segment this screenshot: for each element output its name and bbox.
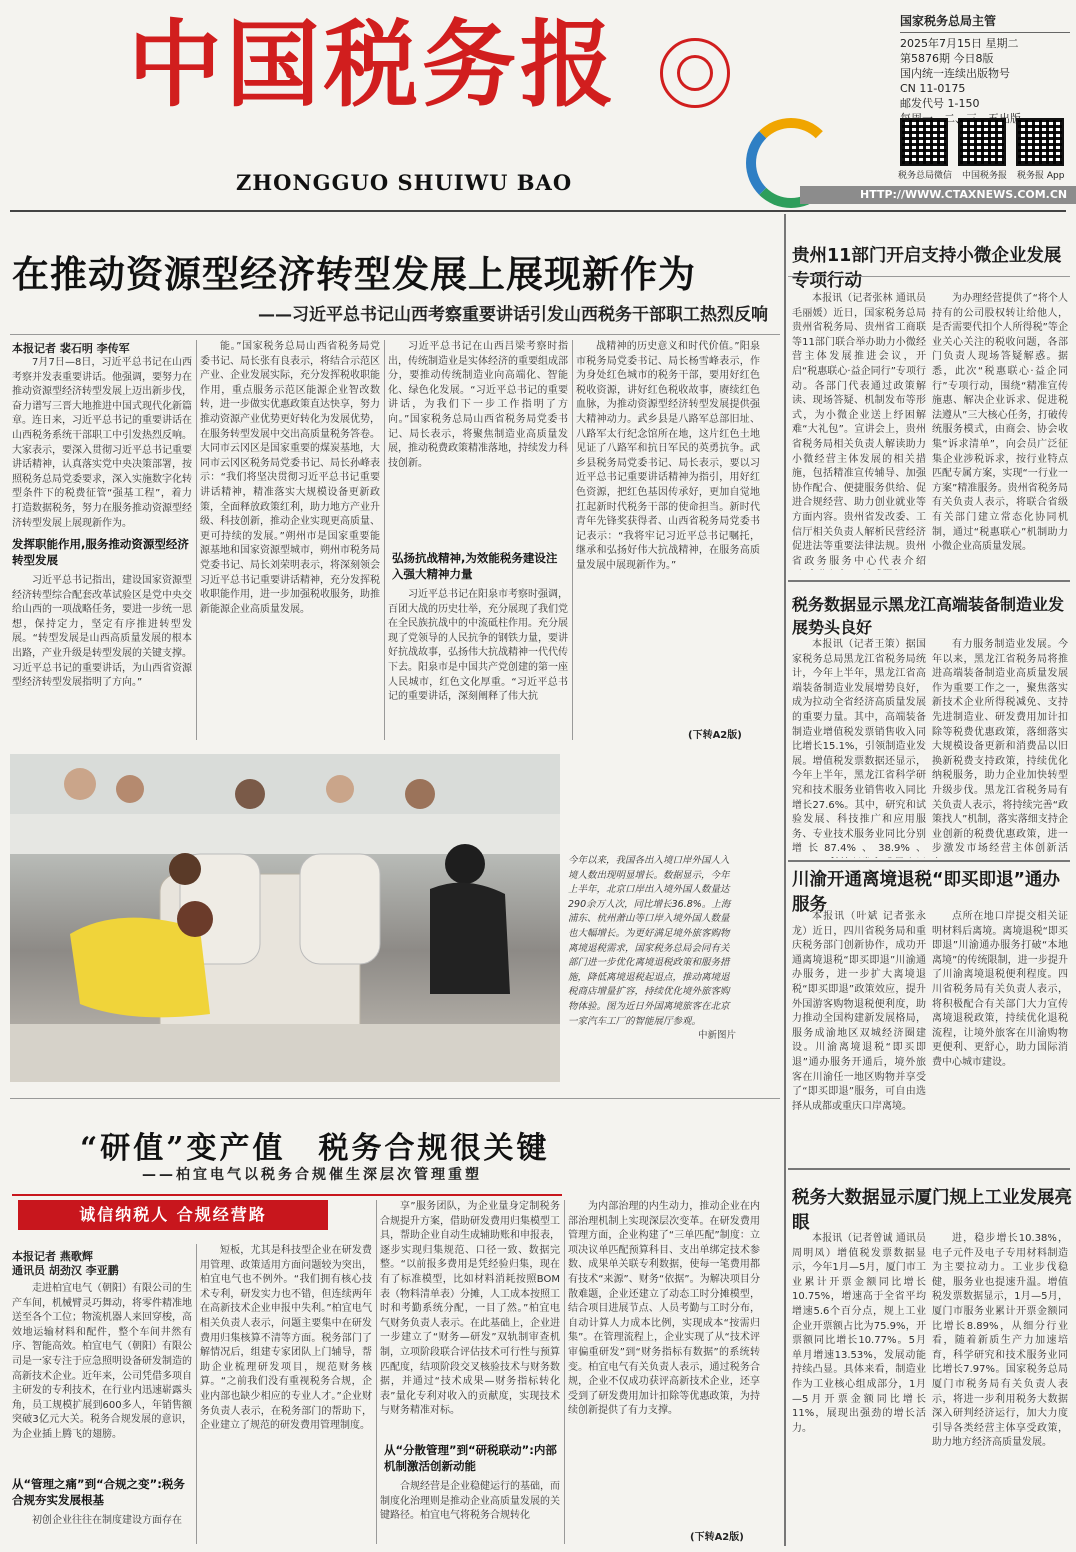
photo-credit: 中新图片 bbox=[697, 1030, 736, 1042]
column-rule bbox=[384, 340, 385, 740]
sidebar-4-column-1 bbox=[792, 1232, 926, 1544]
column-rule bbox=[564, 1200, 565, 1544]
column-rule bbox=[572, 340, 573, 740]
paragraph: 进，稳步增长10.38%，电子元件及电子专用材料制造为主要拉动力。工业步伐稳健，服务业也提速升温。增值税发票数据显示，1月—5月，厦门市服务业累计开票金额同比增长8.89%，从细分行业看，随着新质生产力加速培育，科学研究和技术服务业同比增长7.97%。国家税务总局厦门市税务局有关负责人表示，将进一步利用税务大数据深入研判经济运行，加大力度引导各类经营主体享受政策，助力地方经济高质量发展。 bbox=[932, 1233, 1068, 1449]
qr-label: 中国税务报 bbox=[962, 171, 1008, 181]
divider bbox=[10, 1098, 780, 1099]
divider bbox=[788, 860, 1070, 862]
sidebar-headline-3: 川渝开通离境退税“即买即退”通办服务 bbox=[792, 870, 1061, 915]
second-column-3b bbox=[380, 1480, 560, 1544]
header-divider bbox=[10, 210, 1066, 212]
website-url[interactable]: HTTP://WWW.CTAXNEWS.COM.CN bbox=[800, 186, 1076, 204]
lead-byline: 本报记者 裴石明 李传军 bbox=[12, 342, 130, 355]
lead-subhead-2: 弘扬抗战精神,为效能税务建设注入强大精神力量 bbox=[392, 551, 558, 581]
paragraph: 合规经营是企业稳健运行的基础，而制度化治理则是推动企业高质量发展的关键路径。柏宜电气将税务合规转化 bbox=[380, 1481, 560, 1522]
second-headline: “研值”变产值 税务合规很关键 bbox=[80, 1131, 550, 1166]
qr-code-icon[interactable] bbox=[958, 118, 1006, 166]
divider bbox=[788, 1168, 1070, 1170]
paragraph: 能。”国家税务总局山西省税务局党委书记、局长张有良表示，将结合示范区产业、企业发展实际，充分发挥税收职能作用，重点服务示范区能源企业智改数转，进一步做实优惠政策直达快享，努力推动资源产业优势更好转化为发展优势，在服务转型发展中交出高质量税务答卷。大同市云冈区是国家重要的煤炭基地，大同市云冈区税务局党委书记、局长孙峰表示：“我们将坚决贯彻习近平总书记重要讲话精神，精准落实大规模设备更新政策，全面释放政策红利，助力地方产业升级、科技创新，推动企业实现更高质量、更可持续的发展。”朔州市是国家重要能源基地和国家资源型城市，朔州市税务局党委书记、局长刘荣明表示，将深刻领会习近平总书记重要讲话精神，充分发挥税收职能作用，进一步加强税收服务，助推新能源企业高质量发展。 bbox=[200, 341, 380, 615]
divider bbox=[788, 276, 1070, 277]
sidebar-4-column-2 bbox=[932, 1232, 1068, 1544]
paragraph: 习近平总书记在山西吕梁考察时指出，传统制造业是实体经济的重要组成部分，要推动传统制造业向高端化、智能化、绿色化发展。“习近平总书记的重要讲话，为我们下一步工作指明了方向。”国家税务总局山西省税务局党委书记、局长表示，将聚焦制造业高质量发展，推动税费政策精准落地，持续发力科技创新。 bbox=[388, 341, 568, 469]
second-subhead-2: 从“分散管理”到“研税联动”:内部机制激活创新动能 bbox=[384, 1443, 557, 1473]
lead-column-4 bbox=[576, 340, 760, 724]
qr-code-row bbox=[900, 118, 1064, 166]
second-column-3 bbox=[380, 1200, 560, 1436]
lead-column-1 bbox=[12, 356, 192, 532]
lead-subheadline: ——习近平总书记山西考察重要讲话引发山西税务干部职工热烈反响 bbox=[258, 305, 768, 325]
column-rule bbox=[196, 1244, 197, 1544]
divider bbox=[10, 334, 780, 335]
photo-caption bbox=[568, 854, 736, 1044]
second-byline-2: 通讯员 胡劲汉 李亚鹏 bbox=[12, 1264, 119, 1277]
lead-continued[interactable]: (下转A2版) bbox=[688, 730, 742, 741]
lead-column-2 bbox=[200, 340, 380, 740]
newspaper-emblem-icon bbox=[660, 38, 730, 108]
red-rule bbox=[12, 1194, 562, 1196]
serial-number: CN 11-0175 bbox=[900, 82, 966, 95]
second-column-1 bbox=[12, 1282, 192, 1474]
lead-headline: 在推动资源型经济转型发展上展现新作为 bbox=[12, 253, 696, 296]
caption-text: 今年以来，我国各出入境口岸外国人入境人数出现明显增长。数据显示，今年上半年，北京口岸出入境外国人数量达290余万人次，同比增长36.8%。上海浦东、杭州萧山等口岸入境外国人数量也大幅增长。为更好满足境外旅客购物离境退税需求，国家税务总局会同有关部门进一步优化离境退税政策和服务措施，降低离境退税起退点，推动离境退税商店增量扩容，持续优化境外旅客购物体验。图为近日外国离境旅客在北京一家汽车工厂的智能展厅参观。 bbox=[568, 855, 731, 1027]
postal-code: 邮发代号 1-150 bbox=[900, 97, 980, 110]
second-subheadline: ——柏宜电气以税务合规催生深层次管理重塑 bbox=[142, 1167, 482, 1183]
sidebar-3-column-2 bbox=[932, 910, 1068, 1154]
photo-illustration bbox=[10, 754, 560, 1082]
issue-number: 第5876期 今日8版 bbox=[900, 52, 994, 65]
sidebar-2-column-1 bbox=[792, 638, 926, 858]
sidebar-headline-2: 税务数据显示黑龙江高端装备制造业发展势头良好 bbox=[792, 595, 1065, 637]
paragraph: 本报讯（记者王策）据国家税务总局黑龙江省税务局统计，今年上半年，黑龙江省高端装备制造业发展增势良好，成为拉动全省经济高质量发展的重要力量。其中，高端装备制造业增值税发票销售收入同比增长15.1%，引领制造业发展。增值税发票数据还显示，今年上半年，黑龙江省科学研究和技术服务业销售收入同比增长27.6%。其中，研究和试验发展、科技推广和应用服务、专业技术服务业同比分别增长87.4%、38.9%、 bbox=[792, 639, 926, 855]
issue-info bbox=[900, 14, 1070, 126]
paragraph: 本报讯（叶斌 记者张永龙）近日，四川省税务局和重庆税务部门创新协作，成功开通离境退税“即买即退”川渝通办服务，进一步扩大离境退税“即买即退”政策效应，提升外国游客购物退税便利度，助力推动全国构建新发展格局，服务成渝地区双城经济圈建设。川渝离境退税“即买即退”通办服务开通后，境外旅客在川渝任一地区购物并享受了“即买即退”服务，可自由选择从成都或重庆口岸离境。 bbox=[792, 911, 926, 1112]
second-subhead-1: 从“管理之痛”到“合规之变”:税务合规夯实发展根基 bbox=[12, 1477, 185, 1507]
paragraph: 为内部治理的内生动力，推动企业在内部治理机制上实现深层次变革。在研发费用管理方面，企业构建了“三单匹配”制度：立项决议单匹配预算科目、支出单绑定技术参数、成果单关联专利数据，使每一笔费用都有技术“来源”、财务“依据”。为解决项目分散难题，企业还建立了动态工时分摊模型，结合项目进展节点、人员考勤与工时分布，自动计算人力成本比例，实现成本“按需归集”。在管理流程上，企业实现了从“技术评审偏重研发”到“财务指标有数据”的系统转变。柏宜电气有关负责人表示，通过税务合规，企业不仅成功获评高新技术企业，还享受到了研发费用加计扣除等优惠政策，为持续创新提供了有力支撑。 bbox=[568, 1201, 760, 1417]
qr-labels bbox=[898, 168, 1064, 181]
second-byline-1: 本报记者 燕歌辉 bbox=[12, 1250, 93, 1263]
sidebar-headline-1: 贵州11部门开启支持小微企业发展专项行动 bbox=[792, 246, 1062, 291]
paragraph: 短板，尤其是科技型企业在研发费用管理、政策适用方面问题较为突出，柏宜电气也不例外。“我们拥有核心技术专利，研发实力也不错，但连续两年在高新技术企业申报中失利。”柏宜电气相关负责人表示，问题主要集中在研发费用归集核算不清等方面。税务部门了解情况后，组建专家团队上门辅导，帮助企业梳理研发项目，规范财务核算。“之前我们没有重视税务合规，企业内部也缺少相应的专业人才。”企业财务负责人表示，在税务部门的帮助下，企业建立了规范的研发费用管理制度。 bbox=[200, 1245, 372, 1432]
serial-label: 国内统一连续出版物号 bbox=[900, 67, 1010, 80]
sidebar-1-column-1 bbox=[792, 292, 926, 570]
paragraph: 为办理经营提供了“将个人持有的公司股权转让给他人，是否需要代扣个人所得税”等企业关心关注的税收问题，各部门负责人现场答疑解惑。据悉，此次“税惠联心·益企同行”专项行动，围绕“精准宣传施惠、解决企业诉求、促进税法遵从”三大核心任务，打破传统服务模式，由商会、协会收集“诉求清单”，向会员广泛征集企业涉税诉求，按行业特点匹配专属方案，实现“一行业一方案”精准服务。贵州省税务局有关负责人表示，将联合省级有关部门建立常态化协同机制，通过“税惠联心”机制助力小微企业高质量发展。 bbox=[932, 293, 1068, 553]
column-rule bbox=[196, 340, 197, 740]
masthead-title: 中国税务报 bbox=[128, 10, 619, 120]
sidebar-3-column-1 bbox=[792, 910, 926, 1154]
sidebar-rule bbox=[784, 214, 786, 1546]
paragraph: 7月7日—8日，习近平总书记在山西考察并发表重要讲话。他强调，要努力在推动资源型经济转型发展上迈出新步伐，奋力谱写三晋大地推进中国式现代化新篇章。连日来，习近平总书记的重要讲话在山西税务系统干部职工中引发热烈反响。大家表示，要深入贯彻习近平总书记重要讲话精神，认真落实党中央决策部署，按照税务总局党委要求，深入实施数字化转型条件下的税费征管“强基工程”，着力打造数据税务，努力在服务推动资源型经济转型发展上展现新作为。 bbox=[12, 357, 192, 529]
paragraph: 初创企业往往在制度建设方面存在 bbox=[32, 1515, 182, 1526]
second-continued[interactable]: (下转A2版) bbox=[690, 1532, 744, 1543]
sidebar-1-column-2 bbox=[932, 292, 1068, 570]
paragraph: 战精神的历史意义和时代价值。”阳泉市税务局党委书记、局长杨雪峰表示，作为身处红色城市的税务干部，要用好红色税收资源，讲好红色税收故事，赓续红色血脉，为推动资源型经济转型发展提供强大精神动力。武乡县是八路军总部旧址、八路军太行纪念馆所在地，这片红色土地见证了八路军和抗日军民的英勇抗争。武乡县税务局党委书记、局长表示，要以习近平总书记重要讲话精神为指引，用好红色资源，把红色基因传承好，更加自觉地扛起新时代税务干部的使命担当。新时代青年先锋奖获得者、山西省税务局党委书记表示：“我将牢记习近平总书记嘱托，继承和弘扬好伟大抗战精神，在服务高质量发展中展现新作为。” bbox=[576, 341, 760, 571]
paragraph: 享”服务团队，为企业量身定制税务合规提升方案，借助研发费用归集模型工具，帮助企业自动生成辅助账和申报表，逐步实现归集规范、口径一致、数据完整。“以前报多费用是凭经验归集，现在有了标准模型，比如材料消耗按照BOM表（物料清单表）分摊，人工成本按照工时和考勤系统分配，一目了然。”柏宜电气财务负责人表示。在此基础上，企业进一步建立了“财务—研发”双轨制审查机制，立项阶段联合评估技术可行性与预算匹配度，结项阶段交叉核验技术与财务数据，并通过“技术成果—财务指标转化表”量化专利对收入的贡献度，实现技术与财务精准对标。 bbox=[380, 1201, 560, 1417]
second-column-4 bbox=[568, 1200, 760, 1526]
lead-column-1b bbox=[12, 574, 192, 740]
paragraph: 习近平总书记在阳泉市考察时强调，百团大战的历史壮举，充分展现了我们党在全民族抗战中的中流砥柱作用。充分展现了党领导的人民抗争的钢铁力量，要讲好抗战故事，弘扬伟大抗战精神一代代传下去。阳泉市是中国共产党创建的第一座人民城市，红色文化厚重。“习近平总书记的重要讲话，深刻阐释了伟大抗 bbox=[388, 589, 568, 703]
divider bbox=[788, 580, 1070, 582]
column-rule bbox=[376, 1200, 377, 1544]
paragraph: 本报讯（记者张林 通讯员毛丽媛）近日，国家税务总局贵州省税务局、贵州省工商联等11部门联合举办助力小微经营主体发展推进会议，开启“税惠联心·益企同行”专项行动。各部门代表通过政策解读、现场答疑、机制发布等形式，为小微企业送上纾困解难“大礼包”。宣讲会上，贵州省税务局相关负责人解读助力小微经营主体发展的相关措施，包括精准宣传辅导、加强协作配合、便捷服务供给、促进合规经营、助力创业就业等方面内容。贵州省发改委、工信厅相关负责人解析民营经济促进法等重要法律法规。贵州省政务服务中心代表介绍 bbox=[792, 293, 926, 567]
paragraph: 点所在地口岸提交相关证明材料后离境。离境退税“即买即退”川渝通办服务打破“本地离境”的传统限制，进一步提升了川渝离境退税便利程度。四川省税务局有关负责人表示，将积极配合有关部门大力宣传离境退税政策，持续优化退税流程，让境外旅客在川渝购物更便利、更舒心，助力国际消费中心城市建设。 bbox=[932, 911, 1068, 1068]
lead-column-3b bbox=[388, 588, 568, 740]
qr-label: 税务报 App bbox=[1017, 171, 1065, 181]
qr-code-icon[interactable] bbox=[900, 118, 948, 166]
supervisor: 国家税务总局主管 bbox=[900, 14, 997, 28]
second-column-2 bbox=[200, 1244, 372, 1544]
paragraph: 习近平总书记指出，建设国家资源型经济转型综合配套改革试验区是党中央交给山西的一项战略任务，要进一步统一思想，保持定力，坚定有序推进转型发展。“转型发展是山西高质量发展的根本出路，产业升级是转型发展的关键支撑。习近平总书记的重要讲话，为山西省资源型经济转型发展指明了方向。” bbox=[12, 575, 192, 689]
lead-column-3 bbox=[388, 340, 568, 548]
lead-subhead-1: 发挥职能作用,服务推动资源型经济转型发展 bbox=[12, 537, 189, 567]
issue-date: 2025年7月15日 星期二 bbox=[900, 37, 1019, 50]
second-column-1b bbox=[12, 1514, 192, 1544]
paragraph: 走进柏宜电气（朝阳）有限公司的生产车间，机械臂灵巧舞动，将零件精准地送至各个工位；物流机器人来回穿梭，高效地运输材料和配件，整个车间井然有序、智能高效。柏宜电气（朝阳）有限公司是一家专注于应急照明设备研发制造的高新技术企业。近年来，公司凭借多项自主研发的专利技术，在行业内迅速崭露头角，员工规模扩展到600多人，年销售额突破3亿元大关。税务合规发展的意识，为企业插上腾飞的翅膀。 bbox=[12, 1283, 192, 1440]
paragraph: 有力服务制造业发展。今年以来，黑龙江省税务局将推进高端装备制造业高质量发展作为重要工作之一，聚焦落实新技术企业所得税减免、支持先进制造业、研发费用加计扣除等税费优惠政策，落细落实大规模设备更新和消费品以旧换新税费支持政策，持续优化纳税服务，助力企业加快转型升级步伐。黑龙江省税务局有关负责人表示，将持续完善“政策找人”机制，落实落细支持企业创新的税费优惠政策，进一步激发市场经营主体创新活 bbox=[932, 639, 1068, 855]
news-photo bbox=[10, 754, 560, 1082]
qr-code-icon[interactable] bbox=[1016, 118, 1064, 166]
qr-label: 税务总局微信 bbox=[898, 171, 953, 181]
masthead-pinyin: ZHONGGUO SHUIWU BAO bbox=[236, 170, 573, 195]
sidebar-2-column-2 bbox=[932, 638, 1068, 858]
paragraph: 本报讯（记者曾诚 通讯员周明凤）增值税发票数据显示，今年1月—5月，厦门市工业累计开票金额同比增长10.75%，增速高于全省平均增速5.6个百分点，规上工业企业开票额占比为75.9%，开票额同比增长10.77%。5月单月增速13.53%，发展动能持续凸显。具体来看，制造业作为工业核心组成部分，1月—5月开票金额同比增长11%，展现出强劲的增长活力。 bbox=[792, 1233, 926, 1434]
column-banner: 诚信纳税人 合规经营路 bbox=[18, 1200, 328, 1230]
sidebar-headline-4: 税务大数据显示厦门规上工业发展亮眼 bbox=[792, 1188, 1072, 1233]
